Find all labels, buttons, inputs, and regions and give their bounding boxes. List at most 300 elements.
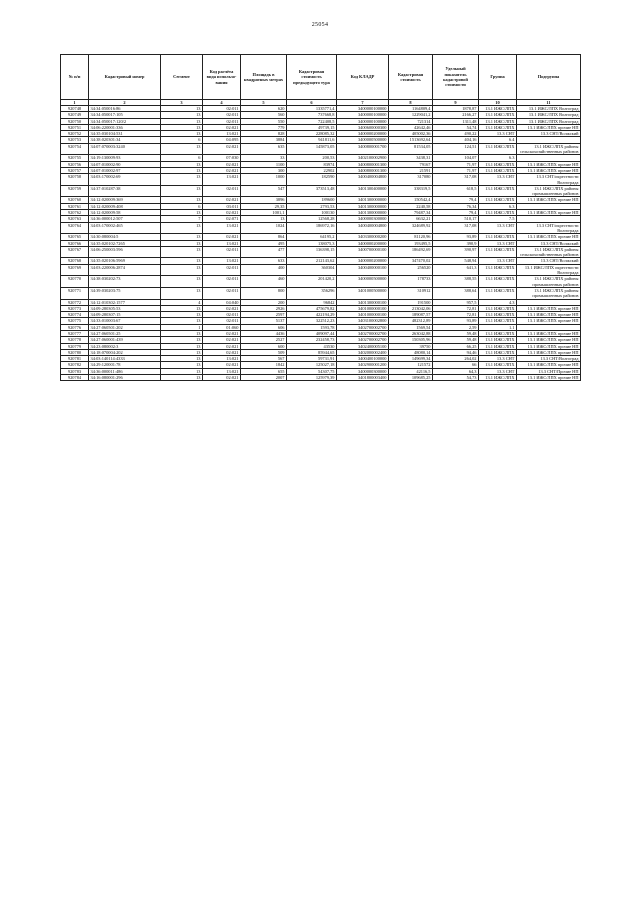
kladr-code-cell: 3400000100000 (337, 112, 389, 118)
cadastral-value-cell: 1513692,64 (389, 137, 433, 143)
area-cell: 300 (241, 167, 287, 173)
column-number: 7 (337, 100, 389, 106)
area-cell: 655 (241, 368, 287, 374)
usage-code-cell: 02:011 (203, 118, 241, 124)
previous-cadastral-value-cell: 22902 (287, 167, 337, 173)
area-cell: 5137 (241, 318, 287, 324)
kladr-code-cell: 3401000500000 (337, 287, 389, 299)
usage-code-cell: 02:021 (203, 330, 241, 336)
group-cell: 13.3 СНТ (479, 131, 517, 137)
area-cell: 1100 (241, 161, 287, 167)
row-number-cell: 920770 (61, 276, 89, 288)
subgroup-cell: 13.1 ИЖС/ЛПХ прочие НП (517, 305, 581, 311)
cadastral-number-cell: 34:12:020009:408 (89, 203, 161, 209)
cadastral-value-cell: 1569,54 (389, 324, 433, 330)
specific-value-cell: 404,16 (433, 137, 479, 143)
table-row (61, 375, 581, 381)
cadastral-number-cell: 34:03:140114:4333 (89, 356, 161, 362)
kladr-code-cell: 3400800001300 (337, 167, 389, 173)
group-cell: 6.3 (479, 155, 517, 161)
usage-code-cell: 03:011 (203, 203, 241, 209)
cadastral-value-cell: 256520 (389, 264, 433, 276)
row-number-cell: 920766 (61, 240, 89, 246)
specific-value-cell: 388,55 (433, 276, 479, 288)
row-number-cell: 920778 (61, 337, 89, 343)
table-row (61, 174, 581, 186)
kladr-code-cell: 3402100002900 (337, 155, 389, 161)
cadastral-value-cell: 1164809,4 (389, 106, 433, 112)
previous-cadastral-value-cell: 59731,91 (287, 356, 337, 362)
row-number-cell: 920782 (61, 362, 89, 368)
segment-cell: 13 (161, 143, 203, 155)
group-cell: 13.1 ИЖС/ЛПХ (479, 143, 517, 155)
cadastral-value-cell: 48080,14 (389, 349, 433, 355)
specific-value-cell: 618,5 (433, 185, 479, 197)
cadastral-number-cell: 34:35:030104:531 (89, 131, 161, 137)
group-cell: 13.1 ИЖС/ЛПХ (479, 185, 517, 197)
previous-cadastral-value-cell: 941811,6 (287, 137, 337, 143)
specific-value-cell: 54,73 (433, 375, 479, 381)
previous-cadastral-value-cell: 100130 (287, 210, 337, 216)
kladr-code-cell: 3400400100000 (337, 356, 389, 362)
usage-code-cell: 02:011 (203, 276, 241, 288)
previous-cadastral-value-cell: 96842 (287, 299, 337, 305)
subgroup-cell: 13.3 СНТ/Прочие НП (517, 368, 581, 374)
row-number-cell: 920777 (61, 330, 89, 336)
segment-cell: 13 (161, 167, 203, 173)
previous-cadastral-value-cell: 737668,8 (287, 112, 337, 118)
group-cell: 4.3 (479, 299, 517, 305)
row-number-cell: 920784 (61, 375, 89, 381)
segment-cell: 13 (161, 106, 203, 112)
usage-code-cell: 02:011 (203, 112, 241, 118)
kladr-code-cell: 3401300000000 (337, 197, 389, 203)
column-header: Код КЛАДР (337, 55, 389, 100)
cadastral-number-cell: 34:27:060001:439 (89, 337, 161, 343)
segment-cell: 4 (161, 299, 203, 305)
cadastral-value-cell: 189087,57 (389, 312, 433, 318)
column-number: 11 (517, 100, 581, 106)
usage-code-cell: 13:021 (203, 174, 241, 186)
usage-code-cell: 13:021 (203, 356, 241, 362)
subgroup-cell: 13.3 СНТ/Волжский (517, 240, 581, 246)
kladr-code-cell: 3400000300000 (337, 368, 389, 374)
segment-cell: 13 (161, 362, 203, 368)
area-cell: 1842 (241, 362, 287, 368)
specific-value-cell: 124,51 (433, 143, 479, 155)
cadastral-value-cell: 21591 (389, 167, 433, 173)
previous-cadastral-value-cell: 422194,29 (287, 312, 337, 318)
area-cell: 477 (241, 246, 287, 258)
cadastral-number-cell: 34:38:030202:73 (89, 276, 161, 288)
group-cell: 13.1 ИЖС/ЛПХ (479, 124, 517, 130)
row-number-cell: 920755 (61, 155, 89, 161)
area-cell: 550 (241, 118, 287, 124)
kladr-code-cell: 3400000500000 (337, 137, 389, 143)
kladr-code-cell: 3400400000100 (337, 264, 389, 276)
column-header: Кадастровая стоимость предыдущего тура (287, 55, 337, 100)
area-cell: 800 (241, 287, 287, 299)
kladr-code-cell: 3400000500000 (337, 276, 389, 288)
area-cell: 600 (241, 343, 287, 349)
column-number: 4 (203, 100, 241, 106)
area-cell: 2926 (241, 305, 287, 311)
subgroup-cell: 13.3 СНТ/Волгоград (517, 356, 581, 362)
subgroup-cell: 13.1 ИЖС/ЛПХ прочие НП (517, 375, 581, 381)
specific-value-cell: 104,07 (433, 155, 479, 161)
area-cell: 495 (241, 240, 287, 246)
segment-cell: 7 (161, 216, 203, 222)
specific-value-cell: 510,17 (433, 216, 479, 222)
subgroup-cell: 13.1 ИЖС/ЛПХ Волгоград (517, 106, 581, 112)
group-cell: 13.1 ИЖС/ЛПХ (479, 167, 517, 173)
kladr-code-cell: 3400000100000 (337, 106, 389, 112)
usage-code-cell: 02:021 (203, 337, 241, 343)
cadastral-number-cell: 34:38:020301:34 (89, 137, 161, 143)
specific-value-cell: 79,4 (433, 210, 479, 216)
column-header: Код расчёта вида использо-вания (203, 55, 241, 100)
column-header: Кадастровая стоимость (389, 55, 433, 100)
previous-cadastral-value-cell: 1593,78 (287, 324, 337, 330)
kladr-code-cell: 3402700002700 (337, 337, 389, 343)
segment-cell: 6 (161, 137, 203, 143)
kladr-code-cell: 3403300000200 (337, 234, 389, 240)
kladr-code-cell: 3400000100000 (337, 118, 389, 124)
segment-cell: 13 (161, 368, 203, 374)
cadastral-value-cell: 42642,46 (389, 124, 433, 130)
cadastral-number-cell: 34:06:250003:596 (89, 246, 161, 258)
usage-code-cell: 02:021 (203, 375, 241, 381)
usage-code-cell: 04:095 (203, 137, 241, 143)
row-number-cell: 920769 (61, 264, 89, 276)
segment-cell: 13 (161, 240, 203, 246)
specific-value-cell: 93,89 (433, 318, 479, 324)
previous-cadastral-value-cell: 722408,5 (287, 118, 337, 124)
segment-cell: 13 (161, 234, 203, 240)
cadastral-number-cell: 34:23:080002:3 (89, 343, 161, 349)
subgroup-cell: 13.1 ИЖС/ЛПХ прочие НП (517, 210, 581, 216)
group-cell: 13.1 ИЖС/ЛПХ (479, 276, 517, 288)
group-cell: 13.1 ИЖС/ЛПХ (479, 349, 517, 355)
area-cell: 620 (241, 106, 287, 112)
area-cell: 1001,1 (241, 210, 287, 216)
previous-cadastral-value-cell: 360304 (287, 264, 337, 276)
area-cell: 1024 (241, 222, 287, 234)
cadastral-value-cell: 79167 (389, 161, 433, 167)
row-number-cell: 920751 (61, 124, 89, 130)
subgroup-cell: 13.1 ИЖС/ЛПХ прочие НП (517, 234, 581, 240)
cadastral-value-cell: 310912 (389, 287, 433, 299)
previous-cadastral-value-cell: 475679,82 (287, 305, 337, 311)
kladr-code-cell: 3400000200000 (337, 131, 389, 137)
cadastral-number-cell: 34:29:120001:78 (89, 362, 161, 368)
area-cell: 460 (241, 276, 287, 288)
previous-cadastral-value-cell: 373513,48 (287, 185, 337, 197)
segment-cell: 13 (161, 343, 203, 349)
usage-code-cell: 01:060 (203, 324, 241, 330)
column-header: Группа (479, 55, 517, 100)
subgroup-cell: 13.1 ИЖС/ЛПХ Волгоград (517, 112, 581, 118)
row-number-cell: 920753 (61, 137, 89, 143)
previous-cadastral-value-cell: 125979,39 (287, 375, 337, 381)
kladr-code-cell: 3400400004800 (337, 222, 389, 234)
cadastral-number-cell: 34:07:010002:90 (89, 161, 161, 167)
group-cell: 13.1 ИЖС/ЛПХ (479, 343, 517, 349)
cadastral-number-cell: 34:03:170002:69 (89, 174, 161, 186)
area-cell: 33 (241, 155, 287, 161)
cadastral-number-cell: 34:34:050016:86 (89, 106, 161, 112)
cadastral-number-cell: 34:12:020009:58 (89, 210, 161, 216)
cadastral-number-cell: 34:12:010302:1577 (89, 299, 161, 305)
previous-cadastral-value-cell: 64195,2 (287, 234, 337, 240)
subgroup-cell: 13.1 ИЖС/ЛПХ прочие НП (517, 318, 581, 324)
usage-code-cell: 02:021 (203, 197, 241, 203)
cadastral-value-cell: 338319,5 (389, 185, 433, 197)
segment-cell: 6 (161, 203, 203, 209)
group-cell: 13.3 СНТ (479, 258, 517, 264)
group-cell: 13.1 ИЖС/ЛПХ (479, 305, 517, 311)
row-number-cell: 920781 (61, 356, 89, 362)
previous-cadastral-value-cell: 43530 (287, 343, 337, 349)
cadastral-number-cell: 34:33:010003:67 (89, 318, 161, 324)
segment-cell: 13 (161, 161, 203, 167)
area-cell: 2007 (241, 375, 287, 381)
group-cell: 13.1 ИЖС/ЛПХ (479, 210, 517, 216)
subgroup-cell: 13.3 СНТ/окрестности Волгограда (517, 222, 581, 234)
group-cell: 13.1 ИЖС/ЛПХ (479, 112, 517, 118)
kladr-code-cell: 3400700000100 (337, 246, 389, 258)
usage-code-cell: 02:021 (203, 234, 241, 240)
cadastral-value-cell: 186492,69 (389, 246, 433, 258)
kladr-code-cell: 3400800001300 (337, 161, 389, 167)
previous-cadastral-value-cell: 145873,05 (287, 143, 337, 155)
specific-value-cell: 641,3 (433, 264, 479, 276)
subgroup-cell: 13.1 ИЖС/ЛПХ прочие НП (517, 343, 581, 349)
area-cell: 635 (241, 143, 287, 155)
group-cell: 13.3 СНТ (479, 222, 517, 234)
cadastral-number-cell: 34:19:130009:93 (89, 155, 161, 161)
previous-cadastral-value-cell: 85944,65 (287, 349, 337, 355)
cadastral-number-cell: 34:35:020102:7265 (89, 240, 161, 246)
row-number-cell: 920752 (61, 131, 89, 137)
segment-cell: 13 (161, 112, 203, 118)
previous-cadastral-value-cell: 125027,18 (287, 362, 337, 368)
previous-cadastral-value-cell: 49739,15 (287, 124, 337, 130)
subgroup-cell: 13.1 ИЖС/ЛПХ прочие НП (517, 337, 581, 343)
cadastral-value-table (60, 54, 581, 381)
cadastral-value-cell: 150305,96 (389, 337, 433, 343)
row-number-cell: 920776 (61, 324, 89, 330)
subgroup-cell: 13.1 ИЖС/ЛПХ прочие НП (517, 124, 581, 130)
specific-value-cell: 94,46 (433, 349, 479, 355)
group-cell: 13.1 ИЖС/ЛПХ (479, 312, 517, 318)
cadastral-number-cell: 34:06:220001:336 (89, 124, 161, 130)
kladr-code-cell: 3400600000300 (337, 124, 389, 130)
cadastral-value-cell: 263042,88 (389, 330, 433, 336)
column-header: Подгруппа (517, 55, 581, 100)
cadastral-number-cell: 34:34:050017:120/2 (89, 118, 161, 124)
row-number-cell: 920757 (61, 167, 89, 173)
column-number: 6 (287, 100, 337, 106)
specific-value-cell: 317,08 (433, 222, 479, 234)
previous-cadastral-value-cell: 356296 (287, 287, 337, 299)
group-cell: 13.3 СНТ (479, 174, 517, 186)
usage-code-cell: 02:071 (203, 216, 241, 222)
area-cell: 864 (241, 234, 287, 240)
specific-value-cell: 1311,48 (433, 118, 479, 124)
cadastral-value-cell: 3438,31 (389, 155, 433, 161)
row-number-cell: 920750 (61, 118, 89, 124)
group-cell: 1.1 (479, 324, 517, 330)
column-number: 5 (241, 100, 287, 106)
kladr-code-cell: 3402700002700 (337, 324, 389, 330)
specific-value-cell: 72,81 (433, 312, 479, 318)
segment-cell: 13 (161, 246, 203, 258)
previous-cadastral-value-cell: 200,53 (287, 155, 337, 161)
cadastral-value-cell: 109685,25 (389, 375, 433, 381)
group-cell: 6.3 (479, 203, 517, 209)
previous-cadastral-value-cell: 12568,28 (287, 216, 337, 222)
specific-value-cell: 957,5 (433, 299, 479, 305)
group-cell: 13.1 ИЖС/ЛПХ (479, 246, 517, 258)
segment-cell: 13 (161, 174, 203, 186)
row-number-cell: 920754 (61, 143, 89, 155)
cadastral-number-cell: 34:07:010002:97 (89, 167, 161, 173)
group-cell: 13.3 СНТ (479, 240, 517, 246)
row-number-cell: 920780 (61, 349, 89, 355)
column-header: № п/п (61, 55, 89, 100)
usage-code-cell: 13:021 (203, 368, 241, 374)
group-cell: 13.1 ИЖС/ЛПХ (479, 287, 517, 299)
previous-cadastral-value-cell: 54307,75 (287, 368, 337, 374)
kladr-code-cell: 3400400004800 (337, 174, 389, 186)
cadastral-number-cell: 34:34:050017:105 (89, 112, 161, 118)
header-row (61, 55, 581, 100)
segment-cell: 6 (161, 155, 203, 161)
usage-code-cell: 13:021 (203, 258, 241, 264)
table-row (61, 287, 581, 299)
row-number-cell: 920779 (61, 343, 89, 349)
kladr-code-cell: 3400000300000 (337, 216, 389, 222)
page-number: 25054 (311, 22, 329, 28)
cadastral-value-cell: 317080 (389, 174, 433, 186)
cadastral-value-cell: 324689,92 (389, 222, 433, 234)
table-row (61, 143, 581, 155)
row-number-cell: 920765 (61, 234, 89, 240)
subgroup-cell: 13.1 ИЖС/ЛПХ прочие НП (517, 167, 581, 173)
row-number-cell: 920772 (61, 299, 89, 305)
specific-value-cell: 54,74 (433, 124, 479, 130)
row-number-cell: 920771 (61, 287, 89, 299)
area-cell: 200 (241, 299, 287, 305)
usage-code-cell: 13:021 (203, 222, 241, 234)
cadastral-value-cell: 193495,5 (389, 240, 433, 246)
kladr-code-cell: 3400000200000 (337, 258, 389, 264)
previous-cadastral-value-cell: 212143,62 (287, 258, 337, 264)
row-number-cell: 920768 (61, 258, 89, 264)
row-number-cell: 920762 (61, 210, 89, 216)
cadastral-number-cell: 34:36:000011:486 (89, 368, 161, 374)
row-number-cell: 920760 (61, 197, 89, 203)
kladr-code-cell: 3401300000100 (337, 299, 389, 305)
cadastral-number-cell: 34:03:170002:465 (89, 222, 161, 234)
row-number-cell: 920759 (61, 185, 89, 197)
column-number: 3 (161, 100, 203, 106)
area-cell: 2527 (241, 337, 287, 343)
group-cell: 6.4 (479, 137, 517, 143)
specific-value-cell: 388,64 (433, 287, 479, 299)
kladr-code-cell: 3401300000000 (337, 203, 389, 209)
previous-cadastral-value-cell: 136398,15 (287, 246, 337, 258)
area-cell: 400 (241, 264, 287, 276)
area-cell: 1000 (241, 174, 287, 186)
cadastral-value-cell: 405002,36 (389, 131, 433, 137)
segment-cell: 13 (161, 337, 203, 343)
subgroup-cell: 13.1 ИЖС/ЛПХ районы промышленных районов (517, 287, 581, 299)
group-cell: 13.1 ИЖС/ЛПХ (479, 161, 517, 167)
kladr-code-cell: 3401300400000 (337, 185, 389, 197)
group-cell: 13.1 ИЖС/ЛПХ (479, 106, 517, 112)
usage-code-cell: 02:021 (203, 349, 241, 355)
previous-cadastral-value-cell: 189600 (287, 197, 337, 203)
usage-code-cell: 02:021 (203, 124, 241, 130)
cadastral-number-cell: 34:37:010287:38 (89, 185, 161, 197)
specific-value-cell: 66 (433, 362, 479, 368)
specific-value-cell: 1878,87 (433, 106, 479, 112)
subgroup-cell: 13.1 ИЖС/ЛПХ прочие НП (517, 349, 581, 355)
previous-cadastral-value-cell: 182590 (287, 174, 337, 186)
segment-cell: 13 (161, 124, 203, 130)
specific-value-cell: 548,94 (433, 258, 479, 264)
previous-cadastral-value-cell: 201420,2 (287, 276, 337, 288)
cadastral-number-cell: 34:39:030203:75 (89, 287, 161, 299)
cadastral-value-cell: 178733 (389, 276, 433, 288)
row-number-cell: 920763 (61, 216, 89, 222)
usage-code-cell: 04:040 (203, 299, 241, 305)
row-number-cell: 920758 (61, 174, 89, 186)
row-number-cell: 920761 (61, 203, 89, 209)
specific-value-cell: 64,3 (433, 368, 479, 374)
cadastral-value-cell: 191500 (389, 299, 433, 305)
cadastral-number-cell: 34:36:000012:507 (89, 216, 161, 222)
table-row (61, 185, 581, 197)
cadastral-number-cell: 34:16:080001:296 (89, 375, 161, 381)
group-cell: 13.3 СНТ (479, 368, 517, 374)
area-cell: 3896 (241, 197, 287, 203)
usage-code-cell: 02:021 (203, 143, 241, 155)
segment-cell: 13 (161, 312, 203, 318)
cadastral-number-cell: 34:27:060501:25 (89, 330, 161, 336)
area-cell: 509 (241, 349, 287, 355)
previous-cadastral-value-cell: 138075,3 (287, 240, 337, 246)
kladr-code-cell: 3401800003400 (337, 375, 389, 381)
area-cell: 606 (241, 324, 287, 330)
subgroup-cell: 13.1 ИЖС/ЛПХ прочие НП (517, 161, 581, 167)
kladr-code-cell: 3402700002700 (337, 330, 389, 336)
cadastral-value-cell: 121572 (389, 362, 433, 368)
subgroup-cell: 13.1 ИЖС/ЛПХ районы промышленных районов (517, 185, 581, 197)
column-number: 8 (389, 100, 433, 106)
group-cell: 7.5 (479, 216, 517, 222)
specific-value-cell: 66,25 (433, 343, 479, 349)
group-cell: 13.1 ИЖС/ЛПХ (479, 318, 517, 324)
row-number-cell: 920774 (61, 312, 89, 318)
cadastral-value-cell: 347470,02 (389, 258, 433, 264)
kladr-code-cell: 3401000000100 (337, 305, 389, 311)
area-cell: 4436 (241, 330, 287, 336)
area-cell: 828 (241, 131, 287, 137)
kladr-code-cell: 3402900001200 (337, 362, 389, 368)
